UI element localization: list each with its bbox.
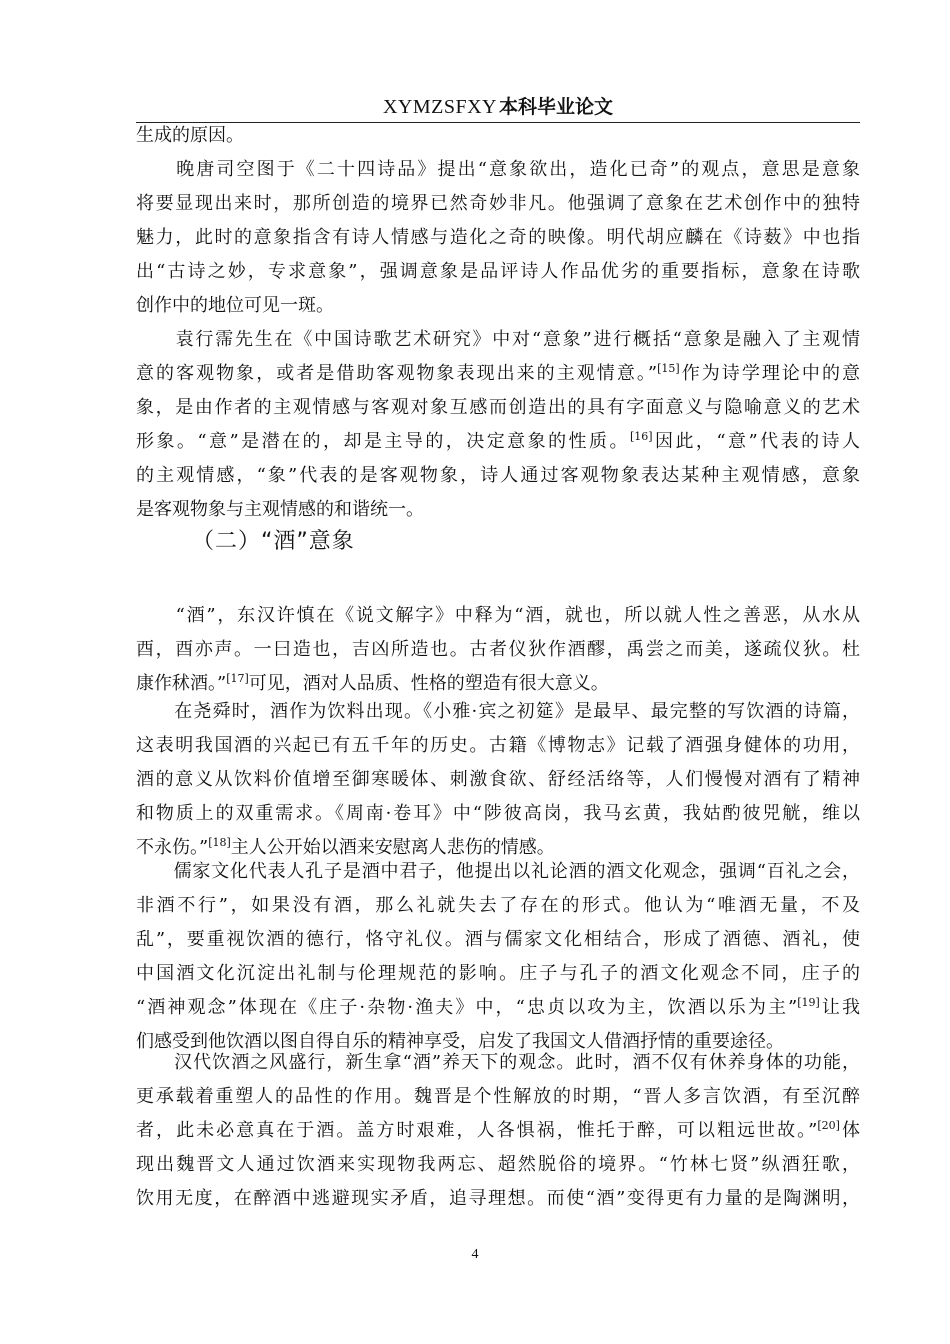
text-line: 在尧舜时，酒作为饮料出现。《小雅·宾之初筵》是最早、最完整的写饮酒的诗篇， — [136, 701, 860, 722]
citation: [18] — [208, 836, 231, 849]
text-line: 汉代饮酒之风盛行，新生拿“酒”养天下的观念。此时，酒不仅有休养身体的功能， — [136, 1052, 860, 1073]
text-line: 饮用无度，在醉酒中逃避现实矛盾，追寻理想。而使“酒”变得更有力量的是陶渊明， — [136, 1188, 860, 1209]
text-line: 是客观物象与主观情感的和谐统一。 — [136, 499, 424, 520]
header-title: 本科毕业论文 — [499, 96, 614, 118]
text-line: 酒的意义从饮料价值增至御寒暖体、刺激食欲、舒经活络等，人们慢慢对酒有了精神 — [136, 769, 860, 790]
citation: [16] — [629, 430, 653, 443]
text-line: 酉，酉亦声。一曰造也，吉凶所造也。古者仪狄作酒醪，禹尝之而美，遂疏仪狄。杜 — [136, 639, 860, 660]
paragraph-6 — [136, 855, 860, 1059]
text-line: 者，此未必意真在于酒。盖方时艰难，人各惧祸，惟托于醉，可以粗远世故。”[20]体 — [136, 1119, 861, 1141]
text-line: “酒”，东汉许慎在《说文解字》中释为“酒，就也，所以就人性之善恶，从水从 — [136, 605, 860, 626]
paragraph-7 — [136, 1046, 860, 1216]
section-heading: （二）“酒”意象 — [192, 529, 355, 554]
text-line: 象，是由作者的主观情感与客观对象互感而创造出的具有字面意义与隐喻意义的艺术 — [136, 397, 860, 418]
paragraph-4 — [136, 599, 860, 701]
text-line: 创作中的地位可见一斑。 — [136, 295, 334, 316]
text-line: 和物质上的双重需求。《周南·卷耳》中“陟彼高岗，我马玄黄，我姑酌彼兕觥，维以 — [136, 803, 860, 824]
text-line: 生成的原因。 — [136, 125, 244, 146]
citation: [15] — [657, 362, 680, 375]
citation: [20] — [817, 1119, 840, 1132]
text-line: 康作秫酒。”[17]可见，酒对人品质、性格的塑造有很大意义。 — [136, 672, 609, 694]
paragraph-3 — [136, 323, 860, 527]
text-line: 中国酒文化沉淀出礼制与伦理规范的影响。庄子与孔子的酒文化观念不同，庄子的 — [136, 963, 860, 984]
text-line: 的主观情感，“象”代表的是客观物象，诗人通过客观物象表达某种主观情感，意象 — [136, 465, 860, 486]
text-line: 魅力，此时的意象指含有诗人情感与造化之奇的映像。明代胡应麟在《诗薮》中也指 — [136, 227, 860, 248]
text-line: 意的客观物象，或者是借助客观物象表现出来的主观情意。”[15]作为诗学理论中的意 — [136, 362, 860, 384]
citation: [19] — [797, 996, 820, 1009]
text-line: 不永伤。”[18]主人公开始以酒来安慰离人悲伤的情感。 — [136, 836, 555, 858]
text-line: 们感受到他饮酒以图自得自乐的精神享受，启发了我国文人借酒抒情的重要途径。 — [136, 1031, 784, 1052]
text-line: 将要显现出来时，那所创造的境界已然奇妙非凡。他强调了意象在艺术创作中的独特 — [136, 193, 860, 214]
text-line: 袁行霈先生在《中国诗歌艺术研究》中对“意象”进行概括“意象是融入了主观情 — [136, 329, 860, 350]
text-line: 现出魏晋文人通过饮酒来实现物我两忘、超然脱俗的境界。“竹林七贤”纵酒狂歌， — [136, 1154, 860, 1175]
text-line: 非酒不行”，如果没有酒，那么礼就失去了存在的形式。他认为“唯酒无量，不及 — [136, 895, 860, 916]
page-number: 4 — [471, 1247, 479, 1262]
text-line: 儒家文化代表人孔子是酒中君子，他提出以礼论酒的酒文化观念，强调“百礼之会， — [136, 861, 860, 882]
paragraph-2 — [136, 153, 860, 323]
citation: [17] — [226, 672, 249, 685]
text-line: 乱”，要重视饮酒的德行，恪守礼仪。酒与儒家文化相结合，形成了酒德、酒礼，使 — [136, 929, 860, 950]
paragraph-5 — [136, 695, 860, 865]
paragraph-1 — [136, 119, 860, 153]
text-line: 形象。“意”是潜在的，却是主导的，决定意象的性质。[16]因此，“意”代表的诗人 — [136, 430, 861, 452]
text-line: 更承载着重塑人的品性的作用。魏晋是个性解放的时期，“晋人多言饮酒，有至沉醉 — [136, 1086, 860, 1107]
text-line: “酒神观念”体现在《庄子·杂物·渔夫》中，“忠贞以攻为主，饮酒以乐为主”[19]让我 — [136, 996, 860, 1018]
text-line: 出“古诗之妙，专求意象”，强调意象是品评诗人作品优劣的重要指标，意象在诗歌 — [136, 261, 860, 282]
text-line: 这表明我国酒的兴起已有五千年的历史。古籍《博物志》记载了酒强身健体的功用， — [136, 735, 860, 756]
text-line: 晚唐司空图于《二十四诗品》提出“意象欲出，造化已奇”的观点，意思是意象 — [136, 159, 860, 180]
header-code: XYMZSFXY — [382, 96, 497, 118]
